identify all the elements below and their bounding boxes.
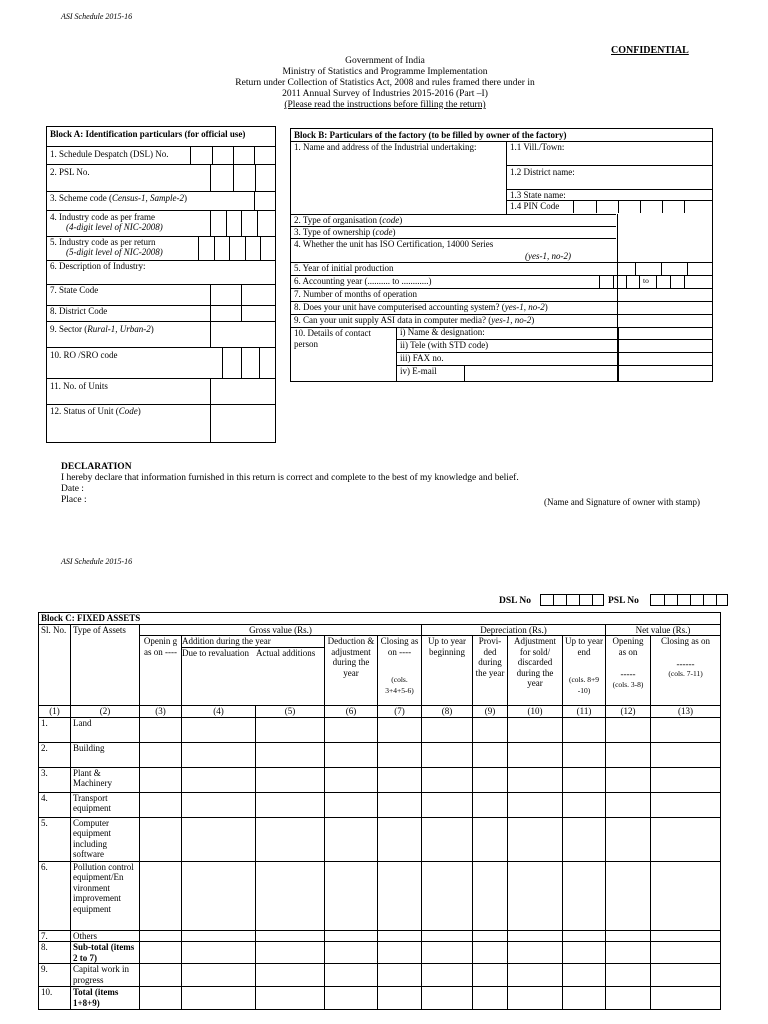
scheme-code-entry[interactable] xyxy=(254,191,276,210)
value-cell[interactable] xyxy=(182,942,256,964)
value-cell[interactable] xyxy=(140,942,182,964)
table-row xyxy=(39,767,721,792)
declaration-place: Place : xyxy=(61,495,87,505)
a-row-label: 6. Description of Industry: xyxy=(50,261,146,271)
table-row xyxy=(39,792,721,817)
value-cell[interactable] xyxy=(606,767,651,792)
value-cell[interactable] xyxy=(651,792,721,817)
value-cell[interactable] xyxy=(473,964,508,987)
table-row xyxy=(39,742,721,767)
value-cell[interactable] xyxy=(651,717,721,742)
row-asset-name: Plant & Machinery xyxy=(71,767,140,792)
value-cell[interactable] xyxy=(140,930,182,942)
value-cell[interactable] xyxy=(606,742,651,767)
psl-label: PSL No xyxy=(608,596,639,606)
value-cell[interactable] xyxy=(256,964,325,987)
accounting-year-entry[interactable]: to xyxy=(599,275,713,288)
value-cell[interactable] xyxy=(473,930,508,942)
value-cell[interactable] xyxy=(422,942,473,964)
value-cell[interactable] xyxy=(606,930,651,942)
net-value-header: Net value (Rs.) xyxy=(606,624,721,636)
row-asset-name: Land xyxy=(71,717,140,742)
a-row-label: 1. Schedule Despatch (DSL) No. xyxy=(50,149,169,159)
table-row xyxy=(39,987,721,1010)
a-row-label: 11. No. of Units xyxy=(50,381,108,391)
value-cell[interactable] xyxy=(422,817,473,861)
value-cell[interactable] xyxy=(325,717,378,742)
value-cell[interactable] xyxy=(256,717,325,742)
row-asset-name: Pollution control equipment/En vironment improvement equipment xyxy=(71,861,140,930)
value-cell[interactable] xyxy=(651,930,721,942)
value-cell[interactable] xyxy=(508,942,563,964)
state-district-entry[interactable] xyxy=(210,284,276,321)
value-cell[interactable] xyxy=(182,717,256,742)
year-entry[interactable] xyxy=(617,262,713,275)
signature-label: (Name and Signature of owner with stamp) xyxy=(544,497,700,507)
value-cell[interactable] xyxy=(651,942,721,964)
value-cell[interactable] xyxy=(182,792,256,817)
value-cell[interactable] xyxy=(606,942,651,964)
value-cell[interactable] xyxy=(508,767,563,792)
schedule-tag: ASI Schedule 2015-16 xyxy=(61,12,133,21)
b-item10-label: 10. Details of contact person xyxy=(294,328,371,349)
psl-boxes[interactable] xyxy=(650,594,728,606)
value-cell[interactable] xyxy=(651,861,721,930)
value-cell[interactable] xyxy=(508,964,563,987)
row-sl: 5. xyxy=(39,817,71,861)
col-net-opening-header: Opening as on ----- (cols. 3-8) xyxy=(606,636,651,706)
sector-entry[interactable] xyxy=(210,321,276,347)
value-cell[interactable] xyxy=(473,861,508,930)
b-item7-label: 7. Number of months of operation xyxy=(294,289,417,299)
value-cell[interactable] xyxy=(508,742,563,767)
col-closing-header: Closing as on ---- (cols. 3+4+5-6) xyxy=(378,636,422,706)
value-cell[interactable] xyxy=(140,987,182,1010)
col-revaluation-header: Due to revaluation xyxy=(182,647,249,658)
col-type-header: Type of Assets xyxy=(71,624,140,706)
depreciation-header: Depreciation (Rs.) xyxy=(422,624,606,636)
block-b-title: Block B: Particulars of the factory (to be filled by owner of the factory) xyxy=(294,130,567,140)
value-cell[interactable] xyxy=(140,964,182,987)
value-cell[interactable] xyxy=(422,717,473,742)
page-title xyxy=(150,56,620,111)
value-cell[interactable] xyxy=(651,817,721,861)
col-opening-header: Openin g as on ---- xyxy=(140,636,182,706)
declaration-date: Date : xyxy=(61,484,84,494)
value-cell[interactable] xyxy=(606,792,651,817)
block-c-title: Block C: FIXED ASSETS xyxy=(39,613,721,625)
title-line: (Please read the instructions before filling the return) xyxy=(284,100,486,110)
block-b xyxy=(290,128,713,382)
row-sl: 4. xyxy=(39,792,71,817)
value-cell[interactable] xyxy=(140,742,182,767)
value-cell[interactable] xyxy=(651,767,721,792)
row-sl: 2. xyxy=(39,742,71,767)
value-cell[interactable] xyxy=(182,861,256,930)
value-cell[interactable] xyxy=(508,987,563,1010)
value-cell[interactable] xyxy=(473,792,508,817)
value-cell[interactable] xyxy=(508,930,563,942)
a-row-label: 4. Industry code as per frame (4-digit level of NIC-2008) xyxy=(50,212,163,232)
value-cell[interactable] xyxy=(563,942,606,964)
block-a-title: Block A: Identification particulars (for official use) xyxy=(50,129,246,139)
value-cell[interactable] xyxy=(563,792,606,817)
b-item2-label: 2. Type of organisation (code) xyxy=(294,215,403,225)
value-cell[interactable] xyxy=(182,987,256,1010)
value-cell[interactable] xyxy=(140,817,182,861)
row-asset-name: Sub-total (items 2 to 7) xyxy=(71,942,140,964)
value-cell[interactable] xyxy=(508,717,563,742)
value-cell[interactable] xyxy=(563,930,606,942)
row-sl: 6. xyxy=(39,861,71,930)
title-line: Ministry of Statistics and Programme Implementation xyxy=(282,67,488,77)
contact-fields[interactable]: i) Name & designation: ii) Tele (with STD code) iii) FAX no. iv) E-mail xyxy=(396,327,713,382)
value-cell[interactable] xyxy=(182,964,256,987)
value-cell[interactable] xyxy=(473,717,508,742)
title-line: Return under Collection of Statistics Act, 2008 and rules framed there under in xyxy=(235,78,535,88)
value-cell[interactable] xyxy=(378,964,422,987)
value-cell[interactable] xyxy=(563,861,606,930)
value-cell[interactable] xyxy=(473,942,508,964)
declaration-text: I hereby declare that information furnished in this return is correct and complete to the best of my knowledge and belief. xyxy=(61,473,519,483)
value-cell[interactable] xyxy=(378,861,422,930)
a-row-label: 12. Status of Unit (Code) xyxy=(50,406,141,416)
value-cell[interactable] xyxy=(325,792,378,817)
col-upto-end-header: Up to year end (cols. 8+9 -10) xyxy=(563,636,606,706)
b-item4-note: (yes-1, no-2) xyxy=(525,251,571,261)
value-cell[interactable] xyxy=(563,717,606,742)
dsl-boxes[interactable] xyxy=(540,594,604,606)
value-cell[interactable] xyxy=(563,817,606,861)
gross-value-header: Gross value (Rs.) xyxy=(140,624,422,636)
value-cell[interactable] xyxy=(256,930,325,942)
a-row-label: 3. Scheme code (Census-1, Sample-2) xyxy=(50,193,187,203)
value-cell[interactable] xyxy=(651,964,721,987)
value-cell[interactable] xyxy=(182,930,256,942)
psl-entry[interactable] xyxy=(210,164,276,191)
table-row xyxy=(39,930,721,942)
value-cell[interactable] xyxy=(422,767,473,792)
value-cell[interactable] xyxy=(651,987,721,1010)
row-asset-name: Capital work in progress xyxy=(71,964,140,987)
row-sl: 10. xyxy=(39,987,71,1010)
col-deduction-header: Deduction & adjustment during the year xyxy=(325,636,378,706)
col-provided-header: Provi- ded during the year xyxy=(473,636,508,706)
row-sl: 7. xyxy=(39,930,71,942)
value-cell[interactable] xyxy=(473,987,508,1010)
row-sl: 1. xyxy=(39,717,71,742)
value-cell[interactable] xyxy=(378,942,422,964)
row-asset-name: Building xyxy=(71,742,140,767)
value-cell[interactable] xyxy=(256,742,325,767)
pin-code-entry[interactable] xyxy=(573,200,705,213)
addition-header: Addition during the year Due to revaluation Actual additions xyxy=(182,636,325,706)
value-cell[interactable] xyxy=(182,742,256,767)
b-item3-label: 3. Type of ownership (code) xyxy=(294,227,396,237)
value-cell[interactable] xyxy=(256,942,325,964)
a-row-label: 7. State Code xyxy=(50,285,99,295)
value-cell[interactable] xyxy=(563,987,606,1010)
value-cell[interactable] xyxy=(325,861,378,930)
value-cell[interactable] xyxy=(422,742,473,767)
col-adjust-header: Adjustment for sold/ discarded during the year xyxy=(508,636,563,706)
value-cell[interactable] xyxy=(606,964,651,987)
value-cell[interactable] xyxy=(422,792,473,817)
value-cell[interactable] xyxy=(325,767,378,792)
row-sl: 9. xyxy=(39,964,71,987)
table-row xyxy=(39,717,721,742)
industry-return-entry[interactable] xyxy=(198,236,276,260)
schedule-tag-2: ASI Schedule 2015-16 xyxy=(61,557,133,566)
a-row-label: 2. PSL No. xyxy=(50,167,90,177)
value-cell[interactable] xyxy=(140,717,182,742)
value-cell[interactable] xyxy=(140,792,182,817)
b-item9-label: 9. Can your unit supply ASI data in computer media? (yes-1, no-2) xyxy=(294,315,535,325)
a-row-label: 8. District Code xyxy=(50,306,108,316)
row-asset-name: Transport equipment xyxy=(71,792,140,817)
fixed-assets-table xyxy=(38,612,721,1010)
value-cell[interactable] xyxy=(378,930,422,942)
table-row xyxy=(39,964,721,987)
dsl-label: DSL No xyxy=(499,596,531,606)
col-net-closing-header: Closing as on ------ (cols. 7-11) xyxy=(651,636,721,706)
value-cell[interactable] xyxy=(651,742,721,767)
value-cell[interactable] xyxy=(378,817,422,861)
a-row-label: 5. Industry code as per return (5-digit level of NIC-2008) xyxy=(50,237,163,257)
column-number-row: (1) (2) (3) (4) (5) (6) (7) (8) (9) (10) (11) (12) (13) xyxy=(39,706,721,718)
value-cell[interactable] xyxy=(422,987,473,1010)
value-cell[interactable] xyxy=(422,964,473,987)
table-row xyxy=(39,861,721,930)
b-item6-label: 6. Accounting year (.......... to ............) xyxy=(294,276,432,286)
value-cell[interactable] xyxy=(378,742,422,767)
value-cell[interactable] xyxy=(256,861,325,930)
value-cell[interactable] xyxy=(325,987,378,1010)
value-cell[interactable] xyxy=(256,767,325,792)
value-cell[interactable] xyxy=(508,861,563,930)
value-cell[interactable] xyxy=(256,817,325,861)
row-asset-name: Computer equipment including software xyxy=(71,817,140,861)
declaration xyxy=(61,462,519,506)
a-row-label: 9. Sector (Rural-1, Urban-2) xyxy=(50,324,154,334)
row-asset-name: Others xyxy=(71,930,140,942)
value-cell[interactable] xyxy=(508,792,563,817)
col-actual-header: Actual additions xyxy=(256,647,316,658)
value-cell[interactable] xyxy=(182,817,256,861)
row-sl: 8. xyxy=(39,942,71,964)
units-status-entry[interactable] xyxy=(210,378,276,442)
value-cell[interactable] xyxy=(563,742,606,767)
value-cell[interactable] xyxy=(378,767,422,792)
industry-frame-entry[interactable] xyxy=(210,210,276,236)
value-cell[interactable] xyxy=(325,817,378,861)
col-sl-header: Sl. No. xyxy=(39,624,71,706)
value-cell[interactable] xyxy=(182,767,256,792)
title-line: 2011 Annual Survey of Industries 2015-2016 (Part –I) xyxy=(282,89,488,99)
value-cell[interactable] xyxy=(508,817,563,861)
value-cell[interactable] xyxy=(378,717,422,742)
declaration-title: DECLARATION xyxy=(61,462,132,472)
b-item8-label: 8. Does your unit have computerised accounting system? (yes-1, no-2) xyxy=(294,302,548,312)
block-a xyxy=(46,126,276,443)
value-cell[interactable] xyxy=(606,717,651,742)
value-cell[interactable] xyxy=(325,930,378,942)
col-upto-begin-header: Up to year beginning xyxy=(422,636,473,706)
value-cell[interactable] xyxy=(563,767,606,792)
value-cell[interactable] xyxy=(563,964,606,987)
value-cell[interactable] xyxy=(378,987,422,1010)
value-cell[interactable] xyxy=(606,817,651,861)
b-item1-label: 1. Name and address of the Industrial undertaking: xyxy=(294,142,477,152)
b-item4-label: 4. Whether the unit has ISO Certification, 14000 Series xyxy=(294,239,494,249)
a-row-label: 10. RO /SRO code xyxy=(50,350,118,360)
value-cell[interactable] xyxy=(606,861,651,930)
b-item5-label: 5. Year of initial production xyxy=(294,263,394,273)
row-asset-name: Total (items 1+8+9) xyxy=(71,987,140,1010)
value-cell[interactable] xyxy=(325,942,378,964)
value-cell[interactable] xyxy=(606,987,651,1010)
value-cell[interactable] xyxy=(140,767,182,792)
table-row xyxy=(39,817,721,861)
value-cell[interactable] xyxy=(473,742,508,767)
table-row xyxy=(39,942,721,964)
row-sl: 3. xyxy=(39,767,71,792)
dsl-entry[interactable] xyxy=(190,146,276,164)
value-cell[interactable] xyxy=(422,861,473,930)
value-cell[interactable] xyxy=(140,861,182,930)
value-cell[interactable] xyxy=(325,964,378,987)
value-cell[interactable] xyxy=(378,792,422,817)
value-cell[interactable] xyxy=(422,930,473,942)
value-cell[interactable] xyxy=(256,792,325,817)
value-cell[interactable] xyxy=(325,742,378,767)
ro-sro-entry[interactable] xyxy=(222,347,276,378)
confidential-label: CONFIDENTIAL xyxy=(611,45,689,56)
address-fields[interactable]: 1.1 Vill./Town: 1.2 District name: 1.3 State name: 1.4 PIN Code xyxy=(506,141,713,214)
value-cell[interactable] xyxy=(473,817,508,861)
value-cell[interactable] xyxy=(473,767,508,792)
value-cell[interactable] xyxy=(256,987,325,1010)
title-line: Government of India xyxy=(345,56,425,66)
